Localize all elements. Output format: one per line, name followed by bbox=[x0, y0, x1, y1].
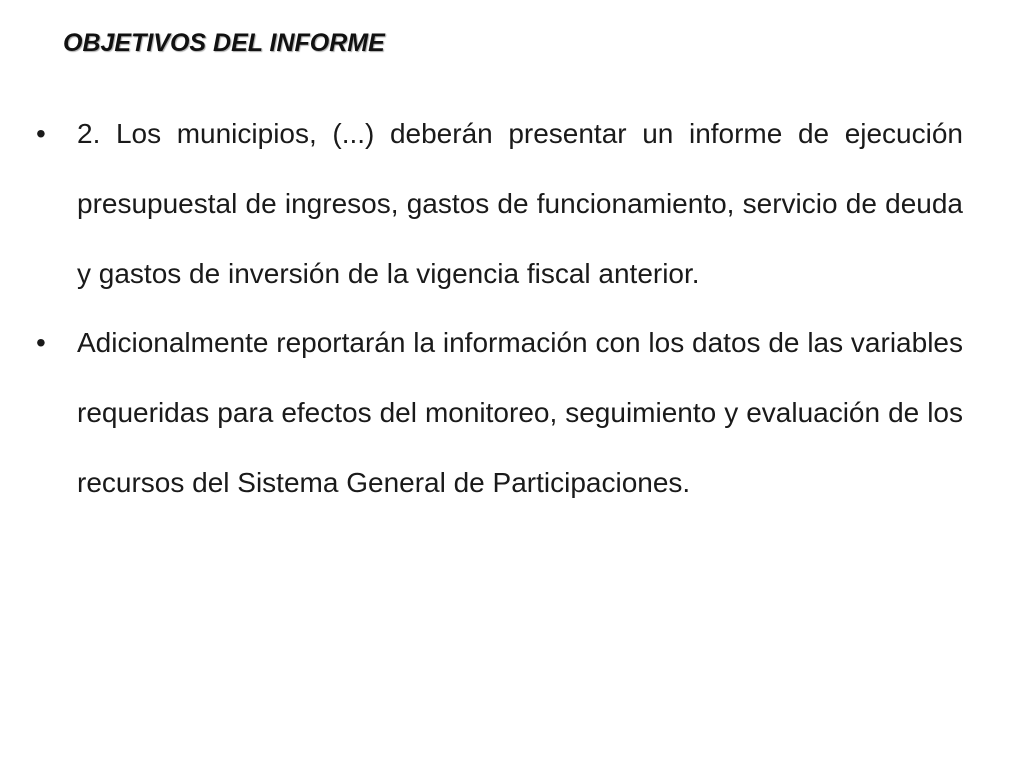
bullet-item-1 bbox=[36, 99, 963, 309]
bullet-icon: • bbox=[36, 327, 46, 358]
bullet-icon: • bbox=[36, 118, 46, 149]
bullet-list bbox=[36, 99, 963, 517]
bullet-text-1: 2. Los municipios, (...) deberán presentar un informe de ejecución presupuestal de ingresos, gastos de funcionamiento, servicio de deuda y gastos de inversión de la vigencia fiscal anterior. bbox=[77, 118, 963, 289]
slide-title: OBJETIVOS DEL INFORME bbox=[63, 29, 385, 57]
bullet-item-2 bbox=[36, 308, 963, 518]
bullet-text-2: Adicionalmente reportarán la información con los datos de las variables requeridas para efectos del monitoreo, seguimiento y evaluación de los recursos del Sistema General de Participaciones. bbox=[77, 327, 963, 498]
